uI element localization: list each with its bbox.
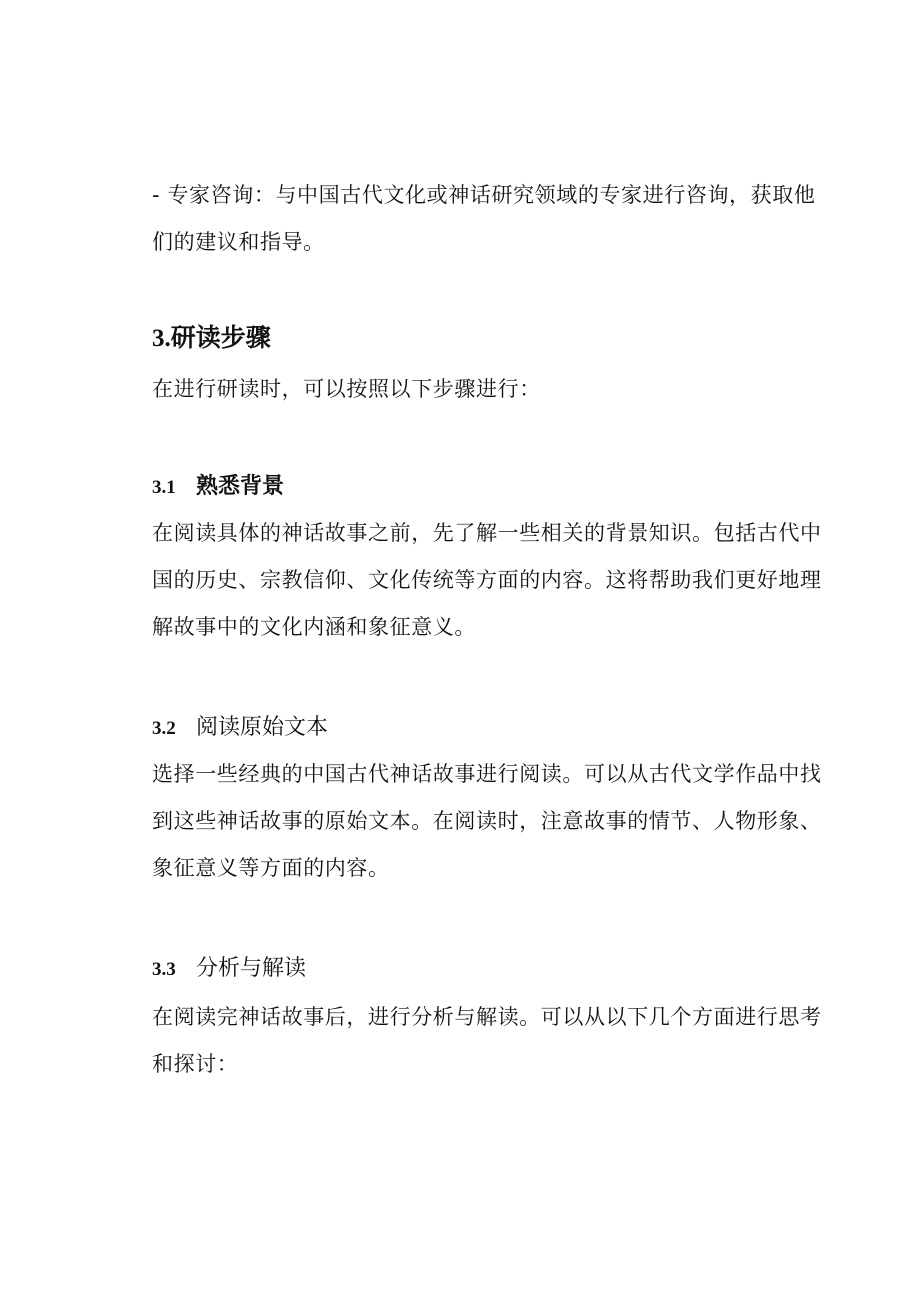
section-3-1-paragraph: 在阅读具体的神话故事之前，先了解一些相关的背景知识。包括古代中国的历史、宗教信仰、文化传统等方面的内容。这将帮助我们更好地理解故事中的文化内涵和象征意义。 [152, 521, 822, 639]
section-3-1-title: 熟悉背景 [196, 474, 285, 499]
section-3-3-number: 3.3 [152, 959, 176, 980]
section-3-lead: 在进行研读时，可以按照以下步骤进行： [152, 377, 541, 401]
expert-consult-paragraph: - 专家咨询：与中国古代文化或神话研究领域的专家进行咨询，获取他们的建议和指导。 [152, 183, 816, 254]
section-3-number: 3. [152, 325, 171, 352]
section-3-2-paragraph: 选择一些经典的中国古代神话故事进行阅读。可以从古代文学作品中找到这些神话故事的原始文本。在阅读时，注意故事的情节、人物形象、象征意义等方面的内容。 [152, 762, 822, 880]
section-3-1-heading [152, 472, 284, 503]
section-3-3-heading [152, 954, 306, 985]
section-3-title: 研读步骤 [170, 323, 271, 352]
section-3-2-number: 3.2 [152, 718, 176, 739]
section-3-heading [152, 321, 271, 356]
section-3-3-title: 分析与解读 [196, 956, 307, 981]
section-3-2-title: 阅读原始文本 [196, 715, 329, 740]
section-3-3-paragraph: 在阅读完神话故事后，进行分析与解读。可以从以下几个方面进行思考和探讨： [152, 1005, 822, 1076]
section-3-2-heading [152, 713, 328, 744]
section-3-1-number: 3.1 [152, 477, 176, 498]
